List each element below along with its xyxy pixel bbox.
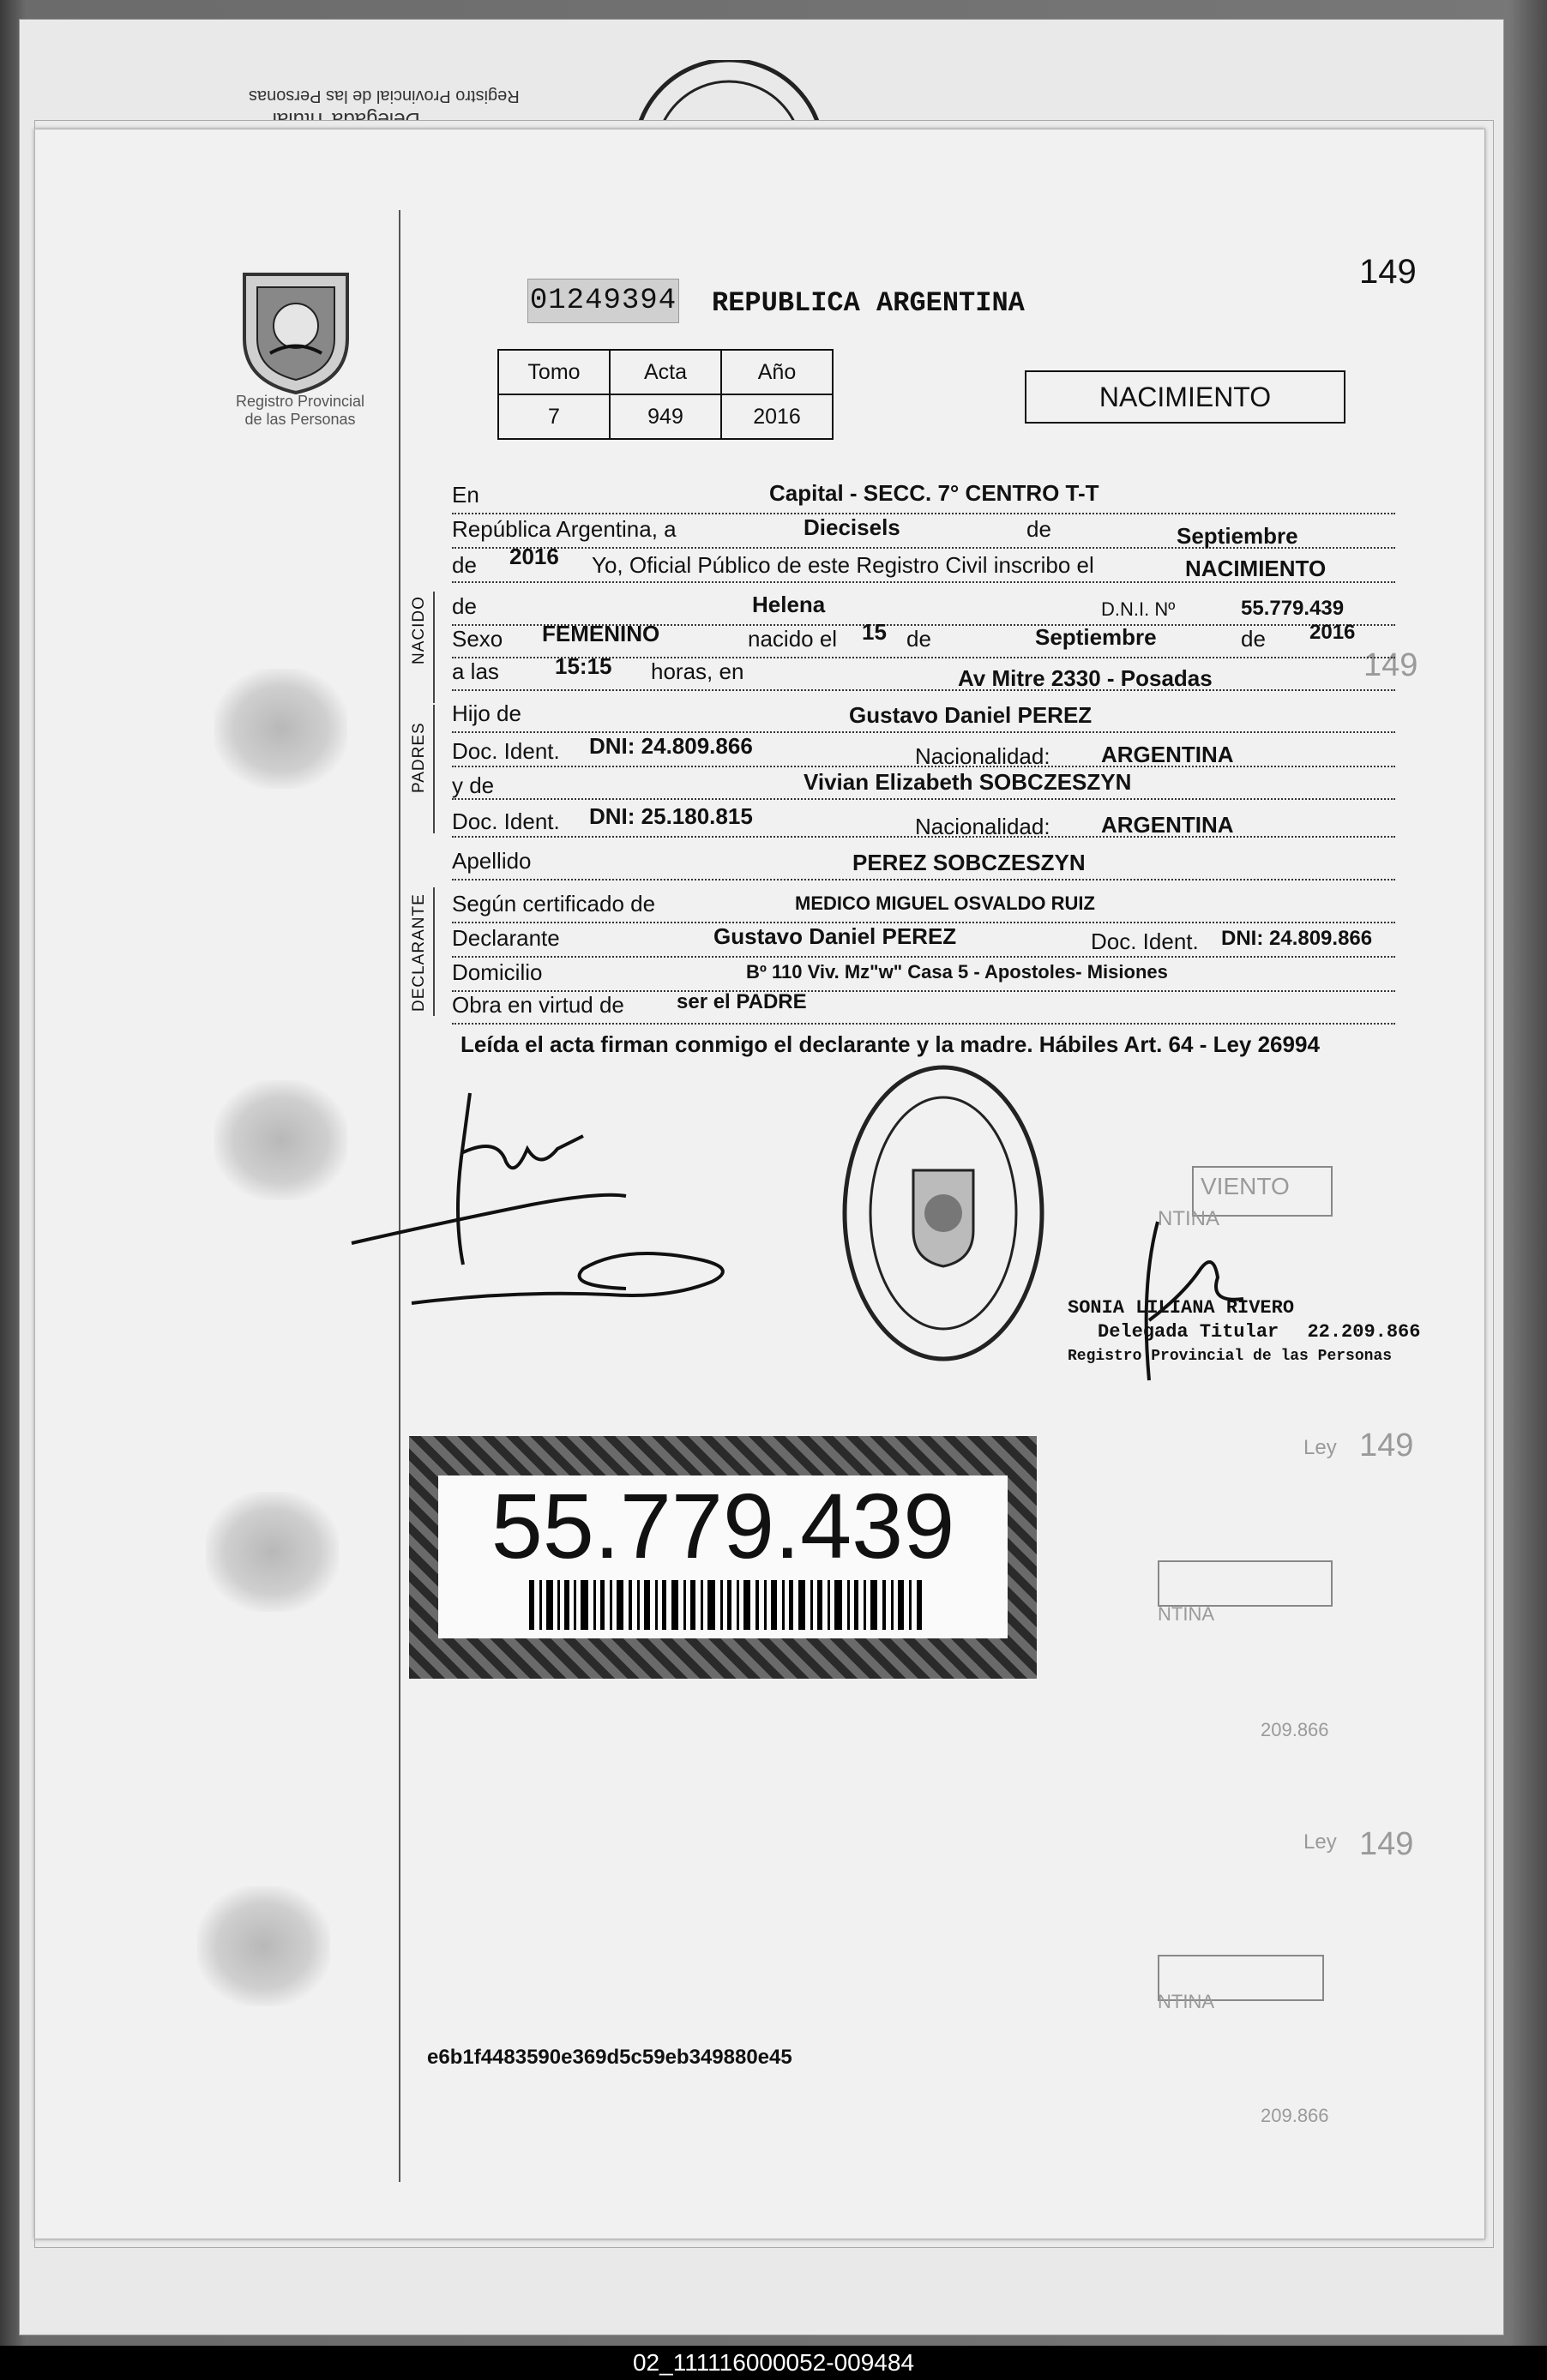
section-divider bbox=[433, 705, 435, 833]
barcode-icon bbox=[529, 1580, 924, 1630]
value-year: 2016 bbox=[509, 544, 559, 569]
label-de: de bbox=[1026, 516, 1051, 542]
value-declarant-dni: DNI: 24.809.866 bbox=[1221, 927, 1373, 950]
header-anio: Año bbox=[721, 350, 833, 394]
ghost-text: Ley bbox=[1303, 1830, 1337, 1854]
label-doc-ident2: Doc. Ident. bbox=[452, 808, 560, 834]
province-shield-icon bbox=[232, 257, 360, 394]
label-nationality2: Nacionalidad: bbox=[915, 814, 1050, 839]
ghost-text: Ley bbox=[1303, 1436, 1337, 1459]
ghost-text: 149 bbox=[1359, 1427, 1414, 1463]
value-certificate: MEDICO MIGUEL OSVALDO RUIZ bbox=[795, 892, 1095, 914]
ghost-seal-imprint bbox=[206, 1492, 339, 1612]
label-nationality: Nacionalidad: bbox=[915, 743, 1050, 769]
document-hash: e6b1f4483590e369d5c59eb349880e45 bbox=[427, 2046, 792, 2069]
row-date bbox=[452, 514, 1395, 549]
official-dni: 22.209.866 bbox=[1307, 1321, 1421, 1343]
value-birth-month: Septiembre bbox=[1035, 624, 1157, 650]
label-de3: de bbox=[906, 626, 931, 652]
label-de-nombre: de bbox=[452, 593, 477, 619]
org-line-1: Registro Provincial bbox=[235, 393, 365, 410]
label-sex: Sexo bbox=[452, 626, 503, 652]
ghost-seal-imprint bbox=[214, 669, 347, 789]
row-address bbox=[452, 958, 1395, 992]
record-table-value-row bbox=[498, 394, 833, 439]
value-mother-nationality: ARGENTINA bbox=[1101, 812, 1234, 838]
label-address: Domicilio bbox=[452, 959, 543, 985]
label-at: a las bbox=[452, 658, 499, 684]
record-table bbox=[497, 349, 834, 440]
value-dni: 55.779.439 bbox=[1241, 597, 1345, 620]
value-birth-place: Av Mitre 2330 - Posadas bbox=[958, 665, 1213, 691]
ghost-text: 149 bbox=[1363, 647, 1418, 683]
label-dni: D.N.I. Nº bbox=[1101, 598, 1176, 620]
row-father bbox=[452, 699, 1395, 733]
header-tomo: Tomo bbox=[498, 350, 610, 394]
reference-number: 01249394 bbox=[527, 279, 679, 323]
ghost-text: NTINA bbox=[1158, 1603, 1214, 1625]
organization-label bbox=[214, 393, 386, 429]
value-father-dni: DNI: 24.809.866 bbox=[589, 733, 753, 759]
signatures-drawing bbox=[343, 1076, 755, 1316]
value-mother: Vivian Elizabeth SOBCZESZYN bbox=[804, 769, 1132, 795]
value-birth-year: 2016 bbox=[1309, 621, 1356, 644]
value-act: NACIMIENTO bbox=[1185, 556, 1327, 581]
value-acting: ser el PADRE bbox=[677, 990, 807, 1013]
official-title-row bbox=[1068, 1320, 1420, 1344]
value-anio: 2016 bbox=[721, 394, 833, 439]
row-year bbox=[452, 544, 1395, 583]
value-name: Helena bbox=[752, 592, 826, 617]
official-org: Registro Provincial de las Personas bbox=[1068, 1348, 1393, 1365]
ghost-text: NTINA bbox=[1158, 1991, 1214, 2012]
label-declarant: Declarante bbox=[452, 925, 560, 951]
label-oficial: Yo, Oficial Público de este Registro Civil inscribo el bbox=[592, 552, 1094, 578]
label-en: En bbox=[452, 482, 479, 508]
label-acting: Obra en virtud de bbox=[452, 992, 624, 1018]
label-de4: de bbox=[1241, 626, 1266, 652]
row-acting bbox=[452, 990, 1395, 1025]
value-surname: PEREZ SOBCZESZYN bbox=[852, 850, 1086, 875]
value-month: Septiembre bbox=[1177, 523, 1298, 549]
section-label-parents: PADRES bbox=[410, 722, 428, 793]
label-doc-ident: Doc. Ident. bbox=[452, 738, 560, 764]
row-declarant bbox=[452, 923, 1395, 958]
org-line-2: de las Personas bbox=[244, 411, 356, 428]
ghost-text: VIENTO bbox=[1201, 1173, 1290, 1199]
value-place: Capital - SECC. 7° CENTRO T-T bbox=[769, 480, 1099, 506]
official-name: SONIA LILIANA RIVERO bbox=[1068, 1297, 1295, 1319]
value-declarant: Gustavo Daniel PEREZ bbox=[713, 923, 957, 949]
value-tomo: 7 bbox=[498, 394, 610, 439]
section-divider bbox=[433, 592, 435, 703]
ghost-box bbox=[1158, 1560, 1333, 1607]
barcode-number: 55.779.439 bbox=[491, 1474, 955, 1578]
ghost-text: 209.866 bbox=[1261, 2105, 1329, 2126]
label-surname: Apellido bbox=[452, 848, 532, 874]
ghost-text: 149 bbox=[1359, 1826, 1414, 1862]
scan-footer-id: 02_111116000052-009484 bbox=[0, 2346, 1547, 2380]
record-table-header-row bbox=[498, 350, 833, 394]
row-father-id bbox=[452, 733, 1395, 767]
row-place bbox=[452, 480, 1395, 514]
row-mother-id bbox=[452, 803, 1395, 838]
section-label-born: NACIDO bbox=[410, 596, 428, 664]
ghost-text: NTINA bbox=[1158, 1207, 1219, 1230]
official-round-stamp-icon bbox=[840, 1059, 1046, 1367]
label-republica: República Argentina, a bbox=[452, 516, 677, 542]
page-number: 149 bbox=[1359, 253, 1417, 291]
value-father-nationality: ARGENTINA bbox=[1101, 742, 1234, 767]
label-and-of: y de bbox=[452, 772, 495, 798]
label-de2: de bbox=[452, 552, 477, 578]
flipped-label-org: Registro Provincial de las Personas bbox=[249, 87, 520, 105]
record-type-box: NACIMIENTO bbox=[1025, 370, 1345, 424]
value-mother-dni: DNI: 25.180.815 bbox=[589, 803, 753, 829]
ghost-text: 209.866 bbox=[1261, 1719, 1329, 1740]
barcode-label bbox=[409, 1436, 1037, 1679]
section-label-declarant: DECLARANTE bbox=[410, 893, 428, 1012]
row-mother bbox=[452, 766, 1395, 800]
official-title: Delegada Titular bbox=[1098, 1321, 1279, 1343]
ghost-seal-imprint bbox=[214, 1080, 347, 1200]
section-divider bbox=[433, 887, 435, 1016]
label-according-to: Según certificado de bbox=[452, 891, 656, 917]
value-father: Gustavo Daniel PEREZ bbox=[849, 702, 1093, 728]
value-time: 15:15 bbox=[555, 653, 612, 679]
barcode-inner bbox=[438, 1475, 1008, 1638]
country-title: REPUBLICA ARGENTINA bbox=[712, 287, 1025, 319]
label-child-of: Hijo de bbox=[452, 700, 521, 726]
row-certificate bbox=[452, 889, 1395, 923]
value-birth-day: 15 bbox=[862, 619, 887, 645]
header-acta: Acta bbox=[610, 350, 721, 394]
row-surname bbox=[452, 846, 1395, 880]
label-doc-ident3: Doc. Ident. bbox=[1091, 929, 1199, 954]
value-sex: FEMENINO bbox=[542, 621, 660, 646]
value-acta: 949 bbox=[610, 394, 721, 439]
label-born-on: nacido el bbox=[748, 626, 838, 652]
value-day-words: Diecisels bbox=[804, 514, 900, 540]
official-block bbox=[1068, 1296, 1420, 1368]
row-time bbox=[452, 653, 1395, 691]
ghost-seal-imprint bbox=[197, 1886, 330, 2006]
value-address: Bº 110 Viv. Mz"w" Casa 5 - Apostoles- Misiones bbox=[746, 961, 1168, 983]
reading-statement: Leída el acta firman conmigo el declarante y la madre. Hábiles Art. 64 - Ley 26994 bbox=[460, 1031, 1320, 1057]
label-hours-in: horas, en bbox=[651, 658, 744, 684]
